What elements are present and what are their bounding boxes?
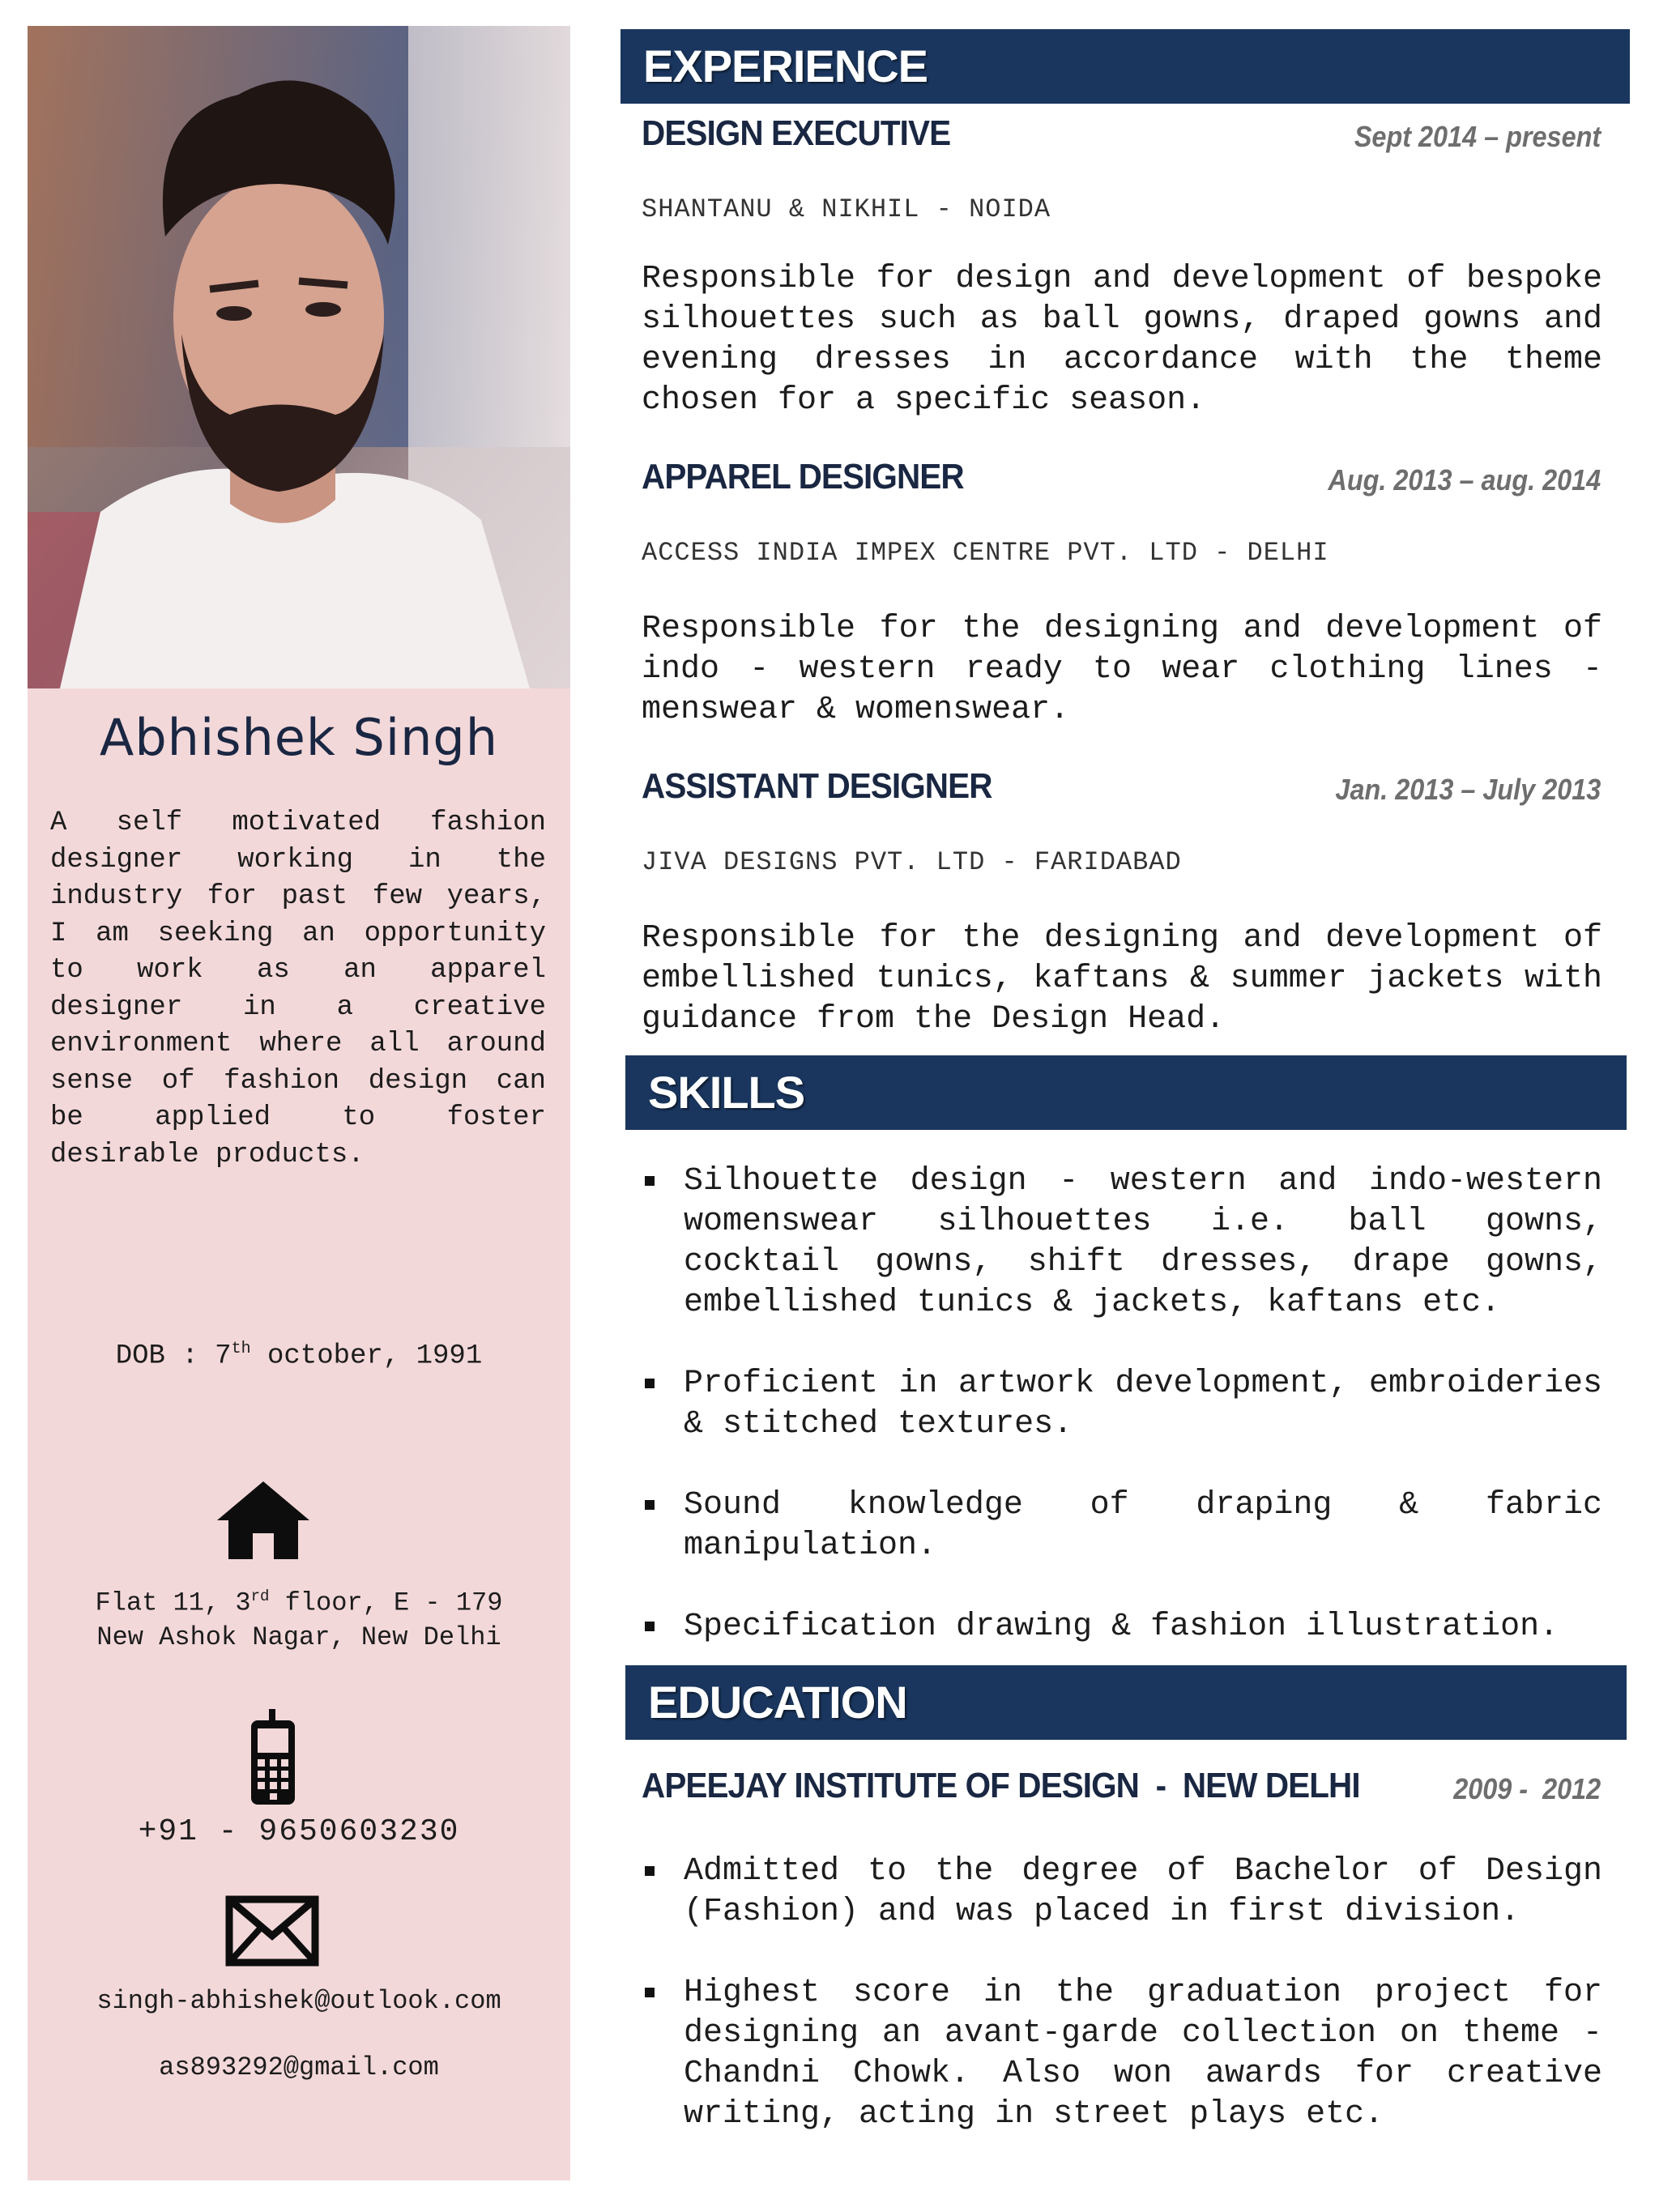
job-description-1: Responsible for design and development of bespoke silhouettes such as ball gowns, draped gowns and evening dresses in accordance with the theme chosen for a specific season. (642, 261, 1602, 419)
job-description-2: Responsible for the designing and development of indo - western ready to wear clothing lines - menswear & womenswear. (642, 611, 1602, 728)
list-item: Highest score in the graduation project for designing an avant-garde collection on theme - Chandni Chowk. Also won awards for creative writing, acting in street plays etc. (642, 1973, 1602, 2135)
profile-sidebar (28, 26, 570, 2180)
dob-superscript: th (231, 1340, 251, 1358)
education-dates: 2009 - 2012 (1453, 1772, 1601, 1805)
job-dates-2: Aug. 2013 – aug. 2014 (1328, 463, 1601, 497)
dob-prefix: DOB : 7 (115, 1340, 232, 1372)
date-of-birth (28, 1340, 570, 1371)
address (28, 1579, 570, 1655)
bullet-icon (645, 1500, 655, 1510)
job-dates-1: Sept 2014 – present (1354, 120, 1601, 153)
education-institution: APEEJAY INSTITUTE OF DESIGN - NEW DELHI (642, 1766, 1360, 1805)
list-item: Specification drawing & fashion illustration. (642, 1607, 1602, 1647)
profile-summary: A self motivated fashion designer working in the industry for past few years, I am seeking an opportunity to work as an apparel designer in a creative environment where all around sense of fashion design can be applied to foster desirable products. (50, 808, 546, 1170)
address-line-1: Flat 11, 3rd floor, E - 179 (95, 1588, 503, 1618)
email-secondary[interactable]: as893292@gmail.com (159, 2052, 439, 2082)
mobile-phone-icon (248, 1709, 298, 1806)
bullet-icon (645, 1379, 655, 1388)
education-heading: EDUCATION (625, 1665, 1627, 1740)
job-company-1: SHANTANU & NIKHIL - NOIDA (642, 194, 1051, 224)
skills-heading: SKILLS (625, 1055, 1627, 1130)
home-icon (215, 1480, 311, 1561)
dob-suffix: october, 1991 (250, 1340, 483, 1372)
phone-number[interactable]: +91 - 9650603230 (138, 1814, 460, 1849)
job-title-2: APPAREL DESIGNER (642, 457, 964, 497)
job-dates-3: Jan. 2013 – July 2013 (1335, 773, 1601, 806)
experience-heading: EXPERIENCE (621, 29, 1630, 104)
job-title-1: DESIGN EXECUTIVE (642, 113, 951, 153)
address-line-2: New Ashok Nagar, New Delhi (96, 1622, 501, 1652)
list-item: Sound knowledge of draping & fabric manipulation. (642, 1485, 1602, 1566)
bullet-icon (645, 1988, 655, 1997)
job-description-3: Responsible for the designing and development of embellished tunics, kaftans & summer jackets with guidance from the Design Head. (642, 920, 1602, 1038)
bullet-icon (645, 1622, 655, 1631)
education-list (642, 1852, 1602, 2135)
job-company-3: JIVA DESIGNS PVT. LTD - FARIDABAD (642, 847, 1182, 877)
list-item: Silhouette design - western and indo-western womenswear silhouettes i.e. ball gowns, cocktail gowns, shift dresses, drape gowns, embellished tunics & jackets, kaftans etc. (642, 1161, 1602, 1323)
profile-name: Abhishek Singh (99, 708, 499, 767)
job-title-3: ASSISTANT DESIGNER (642, 766, 992, 806)
bullet-icon (645, 1866, 655, 1876)
profile-photo (28, 26, 570, 688)
list-item: Admitted to the degree of Bachelor of Design (Fashion) and was placed in first division. (642, 1852, 1602, 1933)
skills-list (642, 1161, 1602, 1647)
email-primary[interactable]: singh-abhishek@outlook.com (96, 1986, 501, 2016)
list-item: Proficient in artwork development, embroideries & stitched textures. (642, 1364, 1602, 1445)
job-company-2: ACCESS INDIA IMPEX CENTRE PVT. LTD - DELHI (642, 538, 1329, 568)
bullet-icon (645, 1176, 655, 1186)
envelope-icon (225, 1895, 319, 1967)
